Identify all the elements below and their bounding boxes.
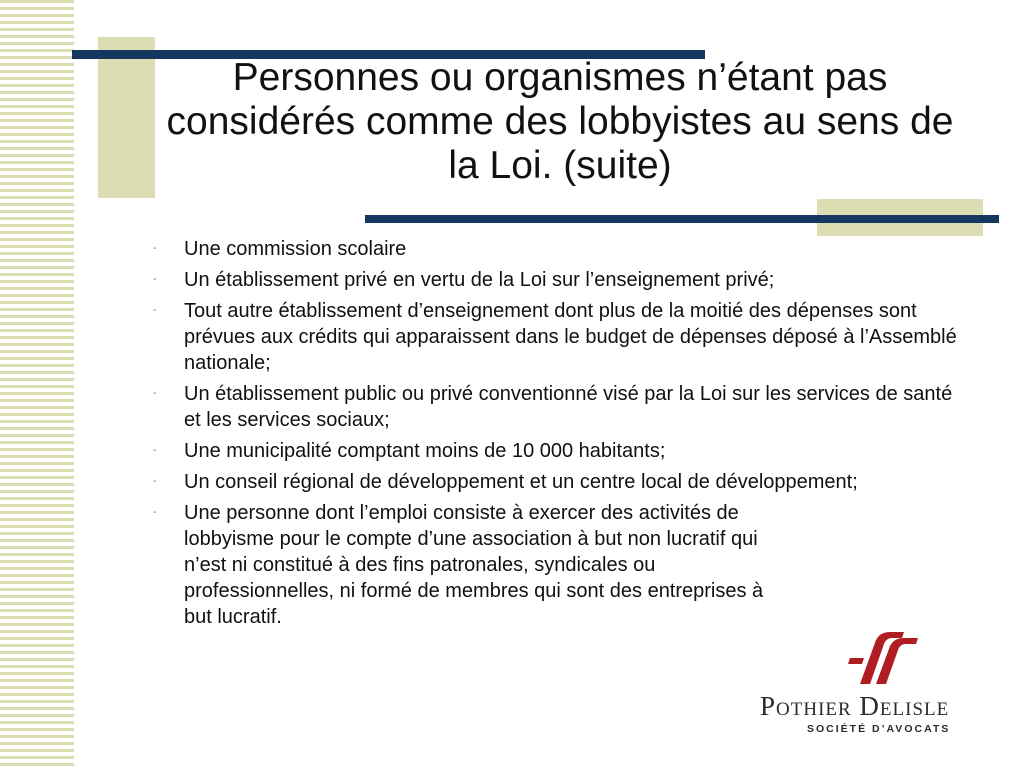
- list-item: [150, 438, 970, 464]
- bullet-list: [150, 236, 970, 635]
- bullet-marker: -: [153, 388, 157, 399]
- list-item-text: Une commission scolaire: [184, 238, 407, 260]
- list-item-text: Une personne dont l’emploi consiste à exercer des activités de lobbyisme pour le compte d’une association à but non lucratif qui n’est ni constitué à des fins patronales, syndicales ou professionnelles, ni formé de membres qui sont des entreprises à but lucratif.: [184, 502, 764, 628]
- navy-rule-bottom: [365, 215, 999, 223]
- list-item: [150, 469, 970, 495]
- left-stripe-decoration: [0, 0, 74, 768]
- logo-name-text: Pothier Delisle: [760, 691, 950, 721]
- bullet-marker: -: [153, 507, 157, 518]
- tan-accent-box-left: [98, 37, 155, 198]
- list-item-text: Tout autre établissement d’enseignement dont plus de la moitié des dépenses sont prévues aux crédits qui apparaissent dans le budget de dépenses déposé à l’Assemblé nationale;: [184, 300, 957, 374]
- bullet-marker: -: [153, 445, 157, 456]
- list-item-text: Un établissement public ou privé conventionné visé par la Loi sur les services de santé et les services sociaux;: [184, 383, 953, 431]
- logo-subtitle: SOCIÉTÉ D’AVOCATS: [807, 723, 951, 735]
- logo-firm-name: [760, 691, 1010, 722]
- list-item-text: Une municipalité comptant moins de 10 000 habitants;: [184, 440, 666, 462]
- bullet-marker: -: [153, 476, 157, 487]
- company-logo: [760, 628, 1010, 748]
- pothier-delisle-emblem-icon: [842, 628, 922, 686]
- list-item: [150, 298, 970, 376]
- list-item: [150, 500, 970, 630]
- bullet-marker: -: [153, 243, 157, 254]
- list-item: [150, 381, 970, 433]
- slide-title: Personnes ou organismes n’étant pas considérés comme des lobbyistes au sens de la Loi. (suite): [166, 56, 954, 187]
- bullet-marker: -: [153, 274, 157, 285]
- list-item: [150, 267, 970, 293]
- bullet-marker: -: [153, 305, 157, 316]
- list-item: [150, 236, 970, 262]
- list-item-text: Un établissement privé en vertu de la Loi sur l’enseignement privé;: [184, 269, 775, 291]
- list-item-text: Un conseil régional de développement et un centre local de développement;: [184, 471, 858, 493]
